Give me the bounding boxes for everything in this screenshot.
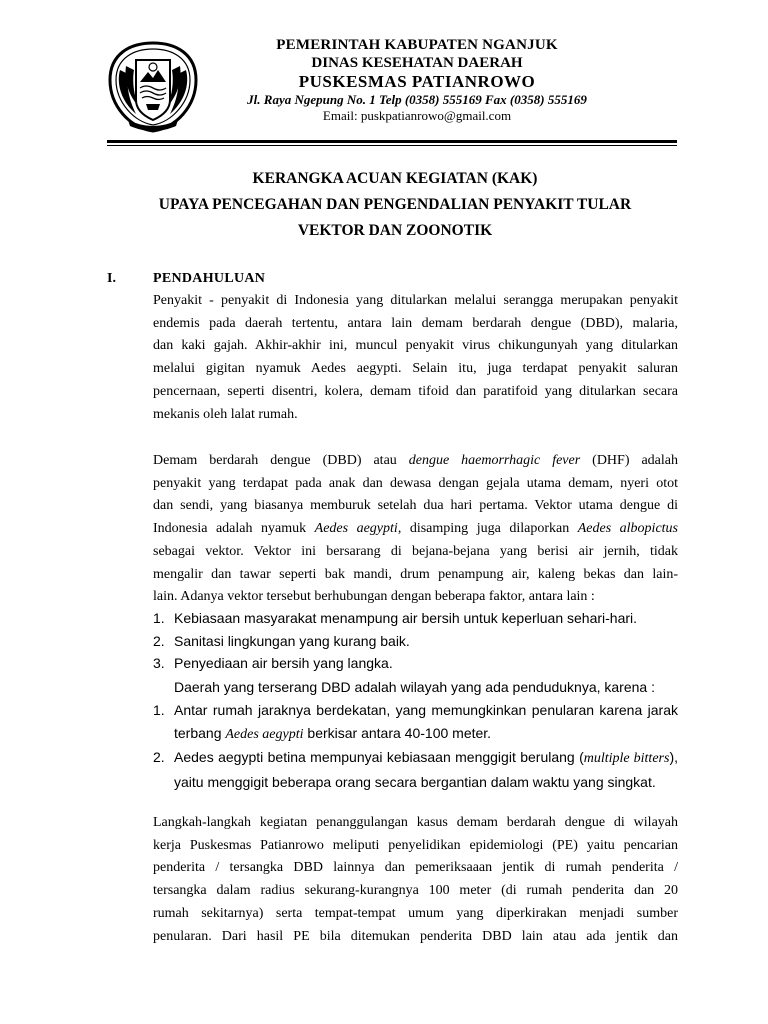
list-number: 3. <box>153 655 165 672</box>
letterhead-divider-thick <box>107 140 677 143</box>
letterhead-agency: DINAS KESEHATAN DAERAH <box>311 55 523 71</box>
text-run: Demam berdarah dengue (DBD) atau <box>153 453 409 468</box>
document-title-line2: UPAYA PENCEGAHAN DAN PENGENDALIAN PENYAKIT TULAR <box>158 196 632 213</box>
paragraph-line: mekanis oleh lalat rumah. <box>153 406 298 422</box>
text-run: Aedes aegypti betina mempunyai kebiasaan menggigit berulang ( <box>174 749 584 766</box>
section-number: I. <box>107 271 116 286</box>
text-run: terbang <box>174 724 226 741</box>
letterhead <box>205 36 629 123</box>
paragraph-line: rumah sekitarnya) serta tempat-tempat umum yang diperkirakan menjadi sumber <box>153 905 678 921</box>
paragraph-line: sebagai vektor. Vektor ini bersarang di bejana-bejana yang berisi air jernih, tidak <box>153 543 678 559</box>
list-item <box>153 699 678 746</box>
list-text: Sanitasi lingkungan yang kurang baik. <box>174 632 410 649</box>
letterhead-email: Email: puskpatianrowo@gmail.com <box>322 108 512 123</box>
paragraph-line: mengalir dan tawar seperti bak mandi, drum penampung air, kaleng bekas dan lain- <box>153 566 678 582</box>
factor-list <box>153 607 678 675</box>
list-item <box>153 630 678 653</box>
list-item <box>153 652 678 675</box>
text-run: Indonesia adalah nyamuk <box>153 521 315 537</box>
paragraph-line: Penyakit - penyakit di Indonesia yang ditularkan melalui serangga merupakan penyakit <box>153 293 678 308</box>
text-run: (DHF) adalah <box>580 453 678 468</box>
paragraph-dbd <box>153 450 678 609</box>
letterhead-divider-thin <box>107 145 677 146</box>
paragraph-line <box>153 518 678 541</box>
letterhead-address: Jl. Raya Ngepung No. 1 Telp (0358) 555169 Fax (0358) 555169 <box>247 92 587 107</box>
paragraph-line: melalui gigitan nyamuk Aedes aegypti. Selain itu, juga terdapat penyakit saluran <box>153 361 678 377</box>
paragraph-line: pencernaan, seperti disentri, kolera, demam tifoid dan paratifoid yang ditularkan secara <box>153 383 678 399</box>
list-intro-text: Daerah yang terserang DBD adalah wilayah yang ada penduduknya, karena : <box>174 679 655 695</box>
paragraph-line: lain. Adanya vektor tersebut berhubungan dengan beberapa faktor, antara lain : <box>153 589 595 605</box>
paragraph-line: endemis pada daerah tertentu, antara lain demam berdarah dengue (DBD), malaria, <box>153 315 678 331</box>
section-title: PENDAHULUAN <box>153 271 266 286</box>
italic-term: Aedes aegypti <box>225 726 304 742</box>
paragraph-line: dan kaki gajah. Akhir-akhir ini, muncul penyakit virus chikungunyah yang ditularkan <box>153 338 678 354</box>
list-text: yaitu menggigit beberapa orang secara bergantian dalam waktu yang singkat. <box>174 774 656 791</box>
text-run: , disamping juga dilaporkan <box>397 521 578 537</box>
list-number: 1. <box>153 702 165 718</box>
text-run: berkisar antara 40-100 meter. <box>303 724 492 741</box>
paragraph-line: penularan. Dari hasil PE bila ditemukan penderita DBD lain atau ada jentik dan <box>153 928 678 944</box>
paragraph-line: dan sendi, yang biasanya memburuk setelah dua hari pertama. Vektor utama dengue di <box>153 498 678 514</box>
paragraph-measures <box>153 812 678 948</box>
italic-term: Aedes aegypti <box>314 521 398 537</box>
list-number: 2. <box>153 749 165 766</box>
letterhead-government: PEMERINTAH KABUPATEN NGANJUK <box>276 37 558 53</box>
list-text <box>174 746 678 771</box>
italic-term: multiple bitters <box>583 751 670 767</box>
paragraph-line: Langkah-langkah kegiatan penanggulangan kasus demam berdarah dengue di wilayah <box>153 815 678 830</box>
list-text <box>174 722 678 747</box>
list-number: 2. <box>153 632 165 649</box>
letterhead-institution: PUSKESMAS PATIANROWO <box>298 72 536 91</box>
list-item <box>153 607 678 630</box>
document-title-line3: VEKTOR DAN ZOONOTIK <box>297 222 493 239</box>
list-text: Kebiasaan masyarakat menampung air bersih untuk keperluan sehari-hari. <box>174 610 638 626</box>
list-item <box>153 746 678 793</box>
list-text: Antar rumah jaraknya berdekatan, yang memungkinkan penularan karena jarak <box>174 702 678 718</box>
document-title-line1: KERANGKA ACUAN KEGIATAN (KAK) <box>252 170 538 187</box>
reason-list <box>153 699 678 794</box>
paragraph-line: kerja Puskesmas Patianrowo meliputi penyelidikan epidemiologi (PE) yaitu pencarian <box>153 837 678 853</box>
paragraph-line: tersangka dalam radius sekurang-kurangnya 100 meter (di rumah penderita dan 20 <box>153 883 678 899</box>
italic-term: dengue haemorrhagic fever <box>408 453 581 468</box>
kabupaten-nganjuk-logo <box>106 40 200 134</box>
text-run: ), <box>669 749 678 766</box>
list-text: Penyediaan air bersih yang langka. <box>174 655 393 672</box>
paragraph-intro <box>153 290 678 426</box>
list-number: 1. <box>153 610 165 626</box>
paragraph-line: penderita / tersangka DBD lainnya dan pemeriksaaan jentik di rumah penderita / <box>153 860 678 876</box>
paragraph-line: penyakit yang terdapat pada anak dan dewasa dengan gejala utama demam, nyeri otot <box>153 475 678 491</box>
italic-term: Aedes albopictus <box>577 521 679 537</box>
paragraph-line <box>153 450 678 473</box>
